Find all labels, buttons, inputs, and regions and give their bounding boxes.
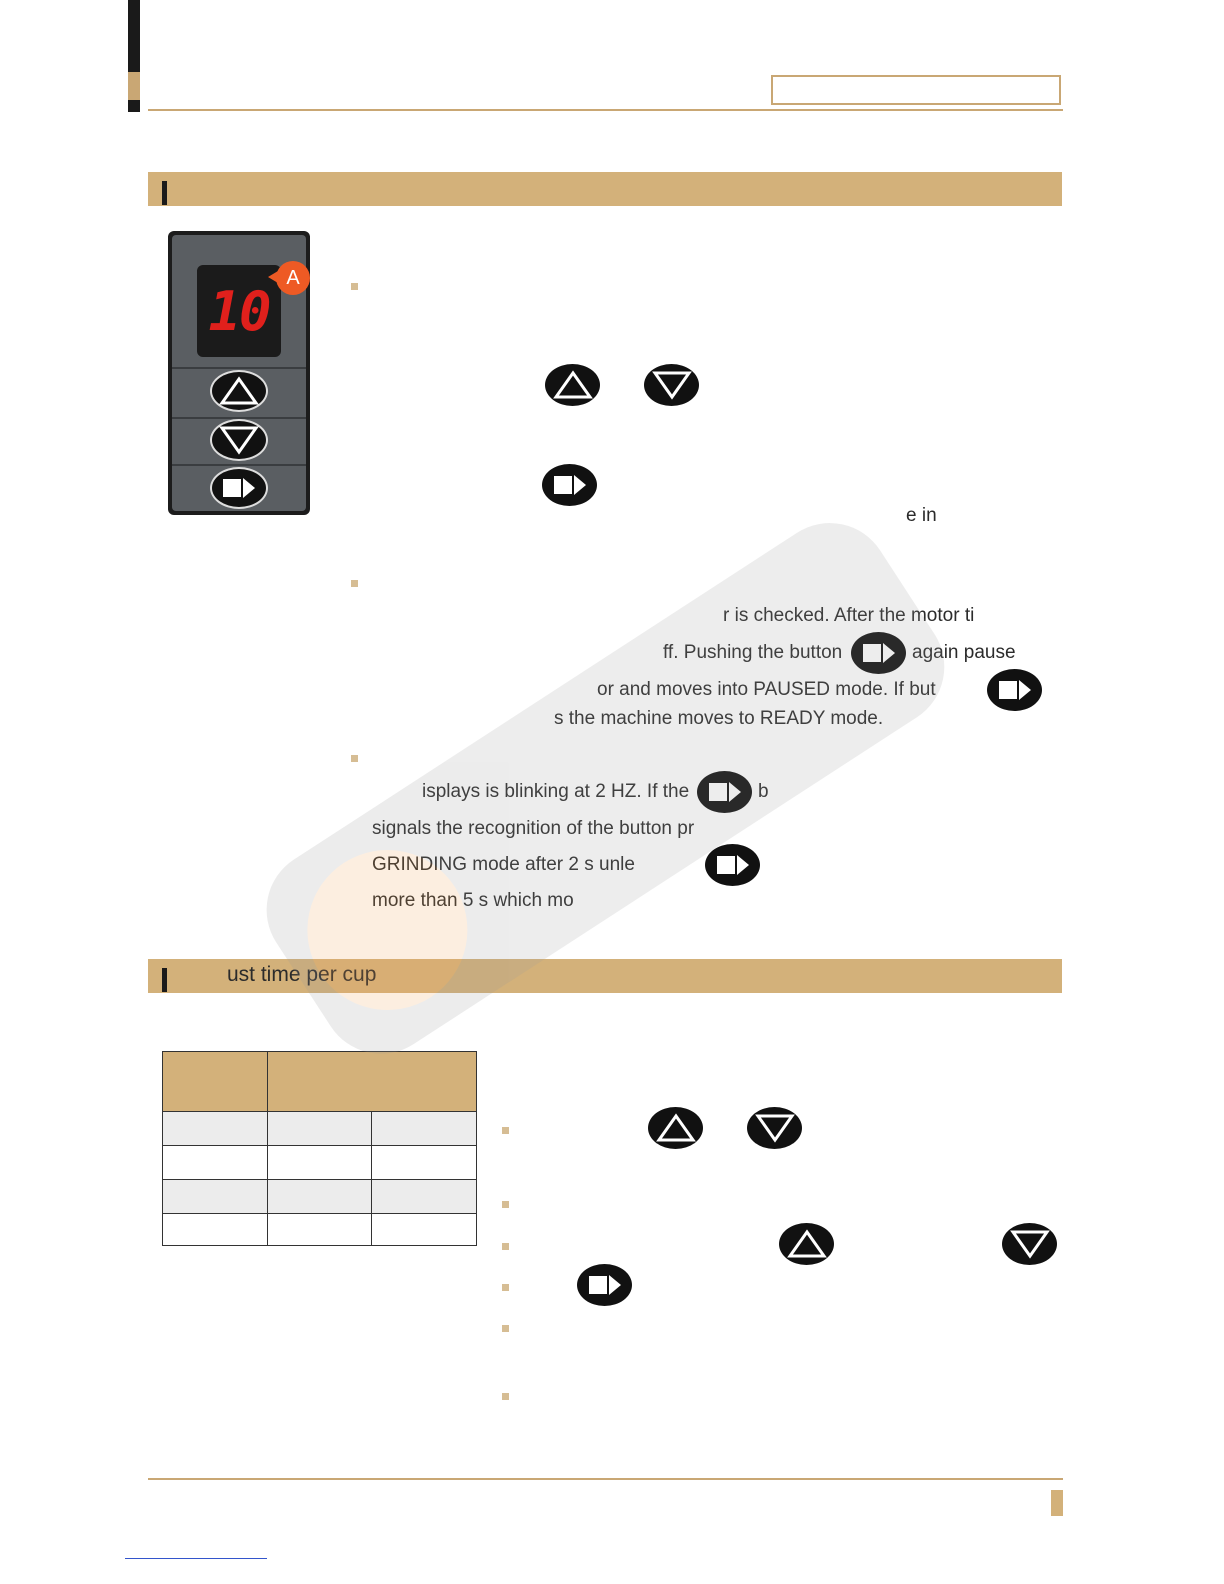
inline-down-button-1 <box>644 364 699 406</box>
start-stop-icon <box>550 471 590 499</box>
bullet-2 <box>351 580 358 587</box>
triangle-down-icon <box>652 370 692 400</box>
table-col-divider-1 <box>267 1111 268 1245</box>
s2-bullet-4 <box>502 1284 509 1291</box>
inline-up-button-3 <box>779 1223 834 1265</box>
footer-rule <box>148 1478 1063 1480</box>
panel-start-button[interactable] <box>210 467 268 509</box>
table-row-2 <box>163 1145 476 1179</box>
table-header-divider <box>267 1052 268 1111</box>
bullet-1 <box>351 283 358 290</box>
header-title-box <box>771 75 1061 105</box>
triangle-up-icon <box>553 370 593 400</box>
footer-link-underline <box>125 1558 267 1559</box>
fragment-b: b <box>758 781 769 802</box>
inline-start-button-5 <box>705 844 760 886</box>
s2-bullet-2 <box>502 1201 509 1208</box>
table-header-cell-1 <box>163 1052 267 1111</box>
fragment-recognition: signals the recognition of the button pr <box>372 818 695 839</box>
section2-heading-mark <box>162 968 167 992</box>
inline-up-button-1 <box>545 364 600 406</box>
start-stop-icon <box>705 778 745 806</box>
start-stop-icon <box>219 474 259 502</box>
fragment-blinking: isplays is blinking at 2 HZ. If the <box>422 781 690 802</box>
header-tab-gold <box>128 72 140 100</box>
start-stop-icon <box>859 639 899 667</box>
fragment-ready-mode: s the machine moves to READY mode. <box>554 708 884 729</box>
triangle-up-icon <box>656 1113 696 1143</box>
triangle-up-icon <box>219 376 259 406</box>
table-row-3 <box>163 1179 476 1213</box>
triangle-down-icon <box>755 1113 795 1143</box>
inline-down-button-2 <box>747 1107 802 1149</box>
start-stop-icon <box>995 676 1035 704</box>
inline-down-button-3 <box>1002 1223 1057 1265</box>
panel-divider-1 <box>172 367 306 369</box>
fragment-grinding-mode: GRINDING mode after 2 s unle <box>372 854 635 875</box>
inline-up-button-2 <box>648 1107 703 1149</box>
section-heading-bar <box>148 172 1062 206</box>
fragment-paused-mode: or and moves into PAUSED mode. If but <box>597 679 936 700</box>
start-stop-icon <box>713 851 753 879</box>
fragment-more-than: more than 5 s which mo <box>372 890 574 911</box>
callout-a <box>276 261 310 295</box>
callout-a-label: A <box>286 266 300 289</box>
s2-bullet-6 <box>502 1393 509 1400</box>
triangle-down-icon <box>1010 1229 1050 1259</box>
triangle-down-icon <box>219 425 259 455</box>
fragment-again-pause: again pause <box>912 642 1016 663</box>
fragment-e-in: e in <box>906 505 937 526</box>
inline-start-button-3 <box>987 669 1042 711</box>
panel-up-button[interactable] <box>210 370 268 412</box>
table-row-1 <box>163 1111 476 1145</box>
s2-bullet-3 <box>502 1243 509 1250</box>
inline-start-button-2 <box>851 632 906 674</box>
header-tab-dark-bottom <box>128 100 140 112</box>
fragment-motor-checked: r is checked. After the motor ti <box>723 605 975 626</box>
s2-bullet-5 <box>502 1325 509 1332</box>
bullet-3 <box>351 755 358 762</box>
inline-start-button-4 <box>697 771 752 813</box>
s2-bullet-1 <box>502 1127 509 1134</box>
start-stop-icon <box>585 1271 625 1299</box>
table-header-cell-2 <box>268 1052 476 1111</box>
table-col-divider-2 <box>371 1111 372 1245</box>
table-row-4 <box>163 1213 476 1245</box>
triangle-up-icon <box>787 1229 827 1259</box>
fragment-pushing-button: ff. Pushing the button <box>663 642 843 663</box>
callout-a-pointer <box>268 271 278 283</box>
panel-down-button[interactable] <box>210 419 268 461</box>
panel-divider-3 <box>172 464 306 466</box>
header-tab-dark <box>128 0 140 72</box>
header-rule <box>148 109 1063 111</box>
section2-heading-text: ust time per cup <box>227 963 377 986</box>
inline-start-button-6 <box>577 1264 632 1306</box>
section-heading-mark <box>162 181 167 205</box>
display-value: 10 <box>208 279 270 343</box>
cup-table <box>162 1051 477 1246</box>
footer-page-tab <box>1051 1490 1063 1516</box>
inline-start-button-1 <box>542 464 597 506</box>
control-panel <box>168 231 310 515</box>
